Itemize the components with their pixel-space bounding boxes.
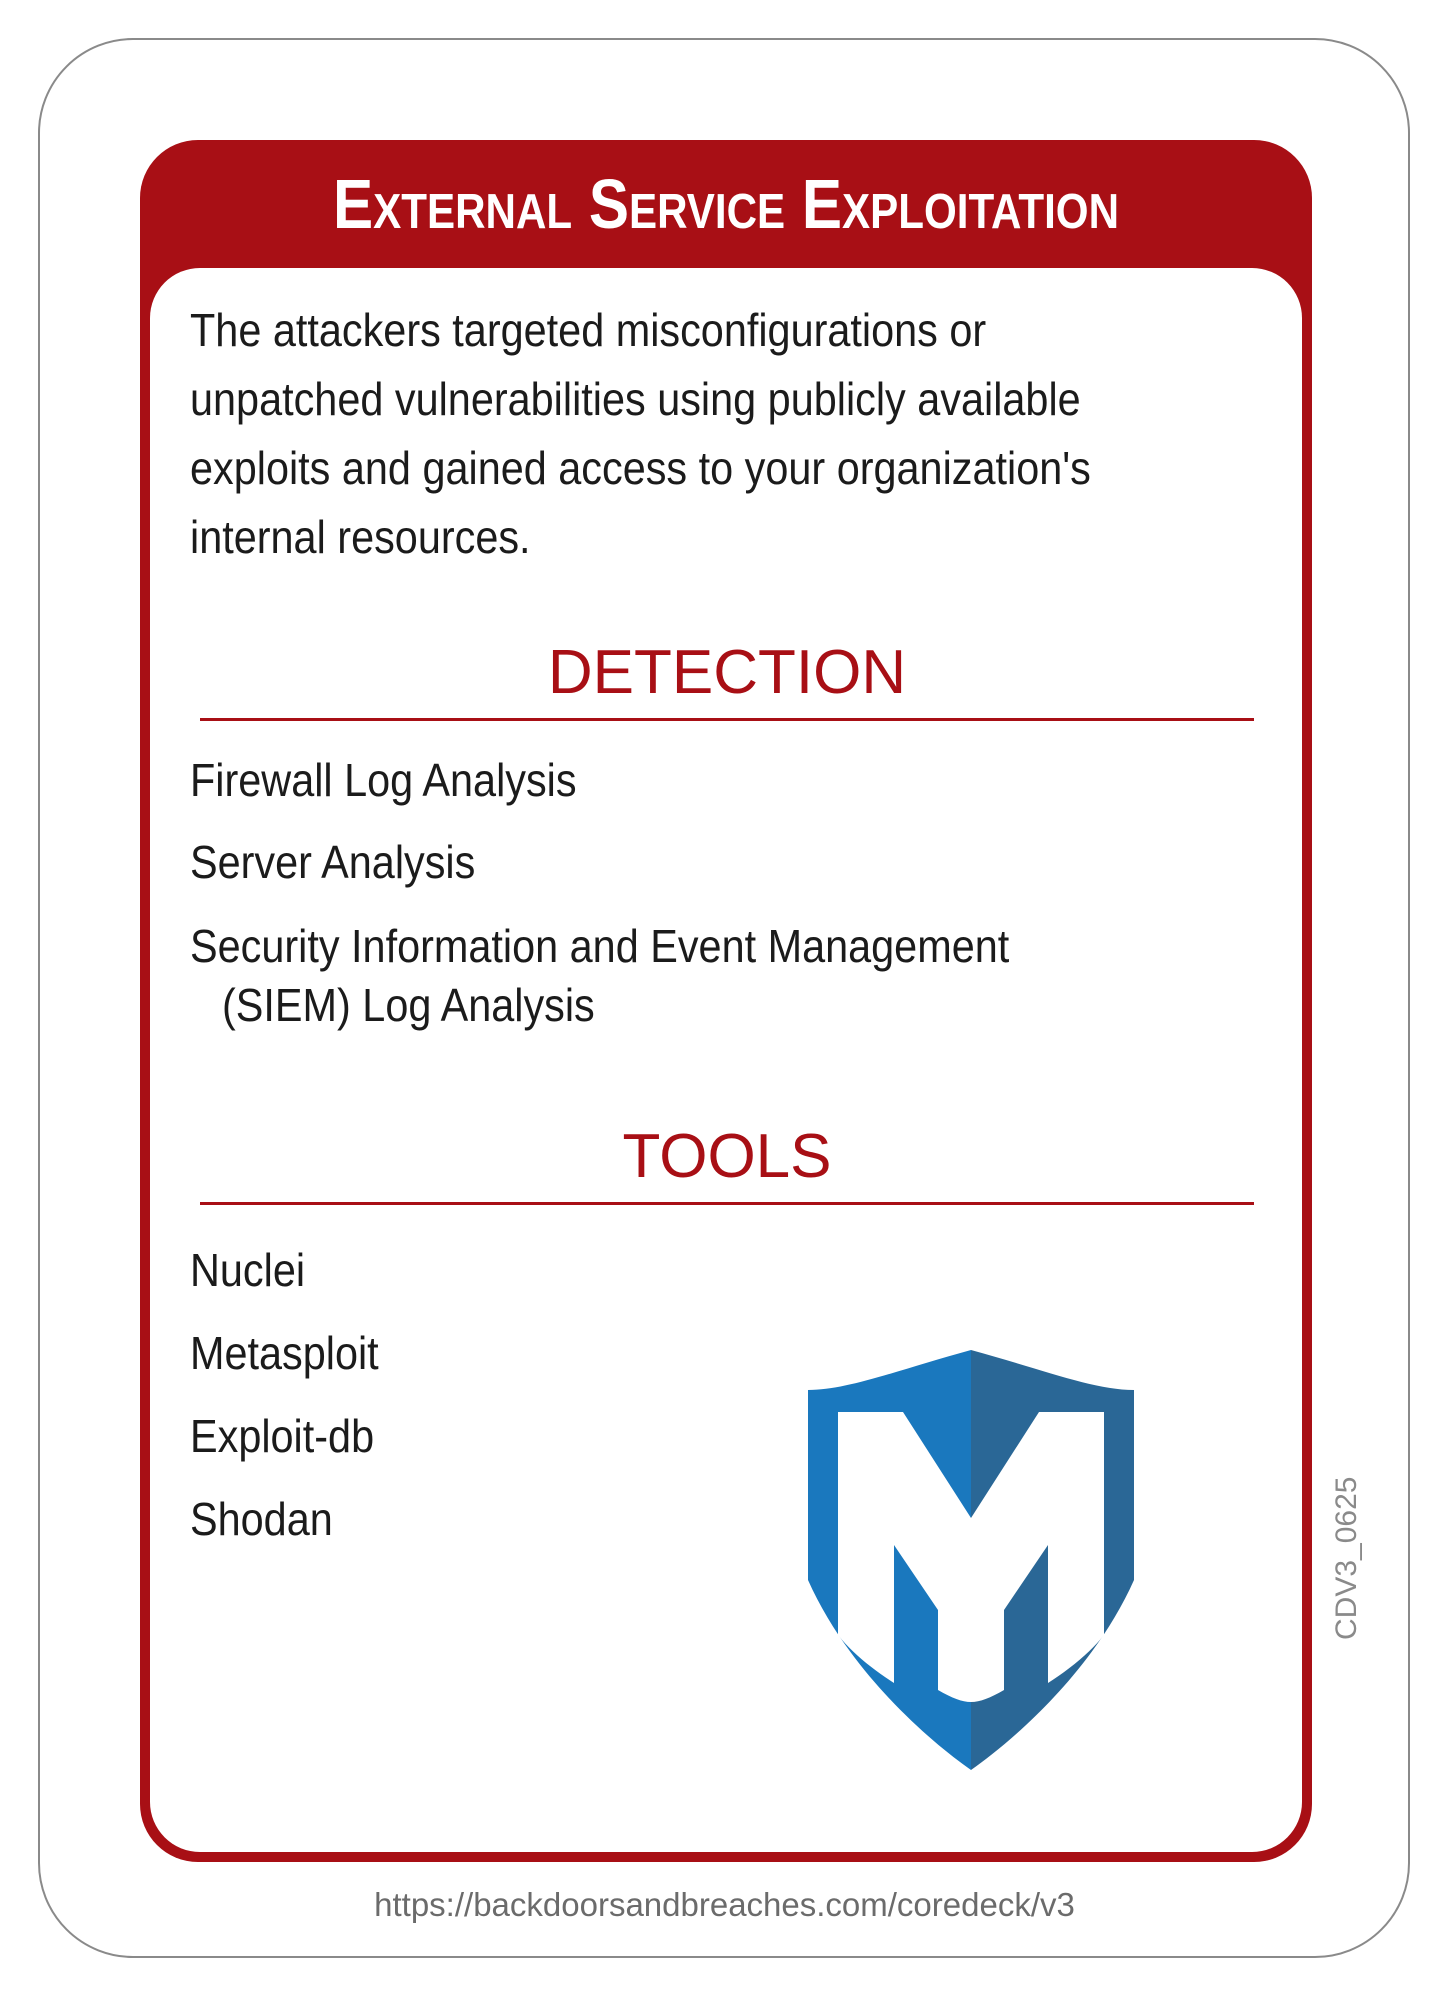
card-title: External Service Exploitation [332, 165, 1120, 243]
metasploit-shield-icon [808, 1350, 1134, 1770]
tool-item: Exploit-db [190, 1410, 375, 1462]
tool-item: Metasploit [190, 1327, 379, 1379]
card-code: CDV3_0625 [1330, 1476, 1363, 1640]
tools-divider [200, 1202, 1254, 1205]
detection-item: Server Analysis [190, 836, 476, 888]
detection-item-continued: (SIEM) Log Analysis [222, 979, 595, 1031]
detection-item: Security Information and Event Management [190, 920, 1010, 972]
tool-item: Nuclei [190, 1244, 306, 1296]
card-description: The attackers targeted misconfigurations or unpatched vulnerabilities using publicly available exploits and gained access to your organization's internal resources. [190, 304, 1091, 563]
detection-divider [200, 718, 1254, 721]
detection-heading: DETECTION [547, 638, 907, 707]
footer-url[interactable]: https://backdoorsandbreaches.com/coredeck/v3 [374, 1886, 1075, 1923]
tool-item: Shodan [190, 1493, 333, 1545]
tools-heading: TOOLS [622, 1122, 832, 1191]
detection-item: Firewall Log Analysis [190, 754, 577, 806]
